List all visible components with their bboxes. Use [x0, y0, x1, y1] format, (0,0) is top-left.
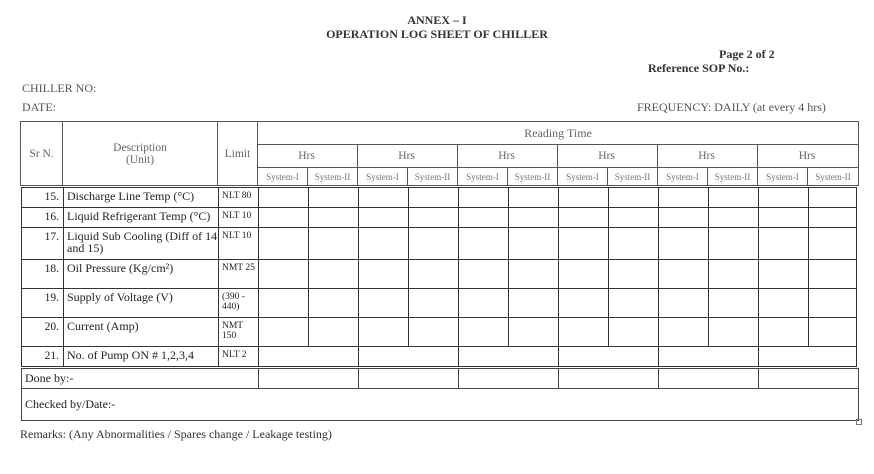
- reading-cell[interactable]: [609, 260, 659, 289]
- system-2-label: System-II: [408, 168, 458, 186]
- reading-cell[interactable]: [259, 289, 309, 318]
- system-2-label: System-II: [308, 168, 358, 186]
- reading-cell[interactable]: [309, 318, 359, 347]
- reading-cell[interactable]: [759, 318, 809, 347]
- reading-cell[interactable]: [259, 208, 309, 228]
- limit-header: Limit: [218, 122, 258, 186]
- reading-cell[interactable]: [609, 188, 659, 208]
- row-number: 19.: [22, 289, 64, 318]
- reading-cell[interactable]: [759, 260, 809, 289]
- frequency-label: FREQUENCY: DAILY (at every 4 hrs): [637, 100, 826, 114]
- reading-cell[interactable]: [509, 260, 559, 289]
- document-title: OPERATION LOG SHEET OF CHILLER: [326, 27, 548, 41]
- hrs-slot-4: Hrs: [558, 145, 658, 168]
- reading-cell[interactable]: [709, 260, 759, 289]
- row-limit: NLT 10: [219, 228, 259, 260]
- table-row: [22, 289, 857, 318]
- done-by-cell[interactable]: [459, 369, 559, 389]
- reading-cell[interactable]: [309, 188, 359, 208]
- reading-cell[interactable]: [409, 289, 459, 318]
- row-limit: NMT 25: [219, 260, 259, 289]
- description-label: Description: [113, 141, 167, 154]
- reading-cell[interactable]: [659, 260, 709, 289]
- reading-cell[interactable]: [659, 208, 709, 228]
- reading-cell[interactable]: [459, 347, 559, 367]
- reading-cell[interactable]: [359, 347, 459, 367]
- reading-cell[interactable]: [709, 289, 759, 318]
- reading-cell[interactable]: [409, 260, 459, 289]
- reading-cell[interactable]: [659, 228, 709, 260]
- reading-cell[interactable]: [809, 208, 857, 228]
- reading-cell[interactable]: [459, 208, 509, 228]
- reading-cell[interactable]: [309, 260, 359, 289]
- reading-cell[interactable]: [809, 228, 857, 260]
- row-description: Discharge Line Temp (°C): [64, 188, 219, 208]
- reading-cell[interactable]: [359, 318, 409, 347]
- log-table-body: [21, 187, 857, 367]
- done-by-cell[interactable]: [759, 369, 859, 389]
- table-row: [22, 208, 857, 228]
- reading-cell[interactable]: [559, 208, 609, 228]
- system-1-label: System-I: [658, 168, 708, 186]
- reading-cell[interactable]: [709, 318, 759, 347]
- reading-cell[interactable]: [359, 260, 409, 289]
- reading-cell[interactable]: [359, 208, 409, 228]
- done-by-cell[interactable]: [559, 369, 659, 389]
- table-row: [22, 347, 857, 367]
- row-number: 15.: [22, 188, 64, 208]
- reading-cell[interactable]: [809, 188, 857, 208]
- table-row: [22, 260, 857, 289]
- row-description: No. of Pump ON # 1,2,3,4: [64, 347, 219, 367]
- reading-cell[interactable]: [659, 347, 759, 367]
- row-description: Oil Pressure (Kg/cm²): [64, 260, 219, 289]
- reading-cell[interactable]: [459, 318, 509, 347]
- hrs-slot-3: Hrs: [458, 145, 558, 168]
- reading-cell[interactable]: [709, 228, 759, 260]
- sr-header: Sr N.: [21, 122, 63, 186]
- reading-cell[interactable]: [809, 260, 857, 289]
- system-1-label: System-I: [558, 168, 608, 186]
- reading-cell[interactable]: [659, 188, 709, 208]
- reading-cell[interactable]: [509, 208, 559, 228]
- system-1-label: System-I: [758, 168, 808, 186]
- table-row: [22, 188, 857, 208]
- row-limit: NLT 80: [219, 188, 259, 208]
- reading-cell[interactable]: [559, 347, 659, 367]
- reading-cell[interactable]: [509, 188, 559, 208]
- table-resize-handle[interactable]: [856, 419, 862, 425]
- reading-cell[interactable]: [759, 347, 857, 367]
- reading-cell[interactable]: [459, 228, 509, 260]
- row-number: 16.: [22, 208, 64, 228]
- reading-cell[interactable]: [809, 289, 857, 318]
- system-1-label: System-I: [258, 168, 308, 186]
- row-number: 18.: [22, 260, 64, 289]
- table-row: [22, 228, 857, 260]
- reading-cell[interactable]: [409, 208, 459, 228]
- hrs-slot-2: Hrs: [358, 145, 458, 168]
- reading-cell[interactable]: [759, 208, 809, 228]
- log-table-header: [20, 121, 859, 186]
- log-table-footer: [21, 368, 859, 421]
- done-by-cell[interactable]: [659, 369, 759, 389]
- reading-cell[interactable]: [709, 188, 759, 208]
- reading-cell[interactable]: [609, 208, 659, 228]
- reading-cell[interactable]: [509, 318, 559, 347]
- reading-cell[interactable]: [409, 188, 459, 208]
- reading-cell[interactable]: [259, 318, 309, 347]
- system-2-label: System-II: [508, 168, 558, 186]
- row-description: Liquid Sub Cooling (Diff of 14 and 15): [64, 228, 219, 260]
- reading-cell[interactable]: [709, 208, 759, 228]
- reading-cell[interactable]: [809, 318, 857, 347]
- reading-cell[interactable]: [359, 289, 409, 318]
- chiller-no-label: CHILLER NO:: [22, 81, 97, 95]
- reference-sop: Reference SOP No.:: [648, 61, 750, 75]
- row-limit: (390 - 440): [219, 289, 259, 318]
- row-limit: NLT 10: [219, 208, 259, 228]
- reading-cell[interactable]: [459, 260, 509, 289]
- reading-cell[interactable]: [259, 228, 309, 260]
- page-number: Page 2 of 2: [719, 47, 775, 61]
- reading-cell[interactable]: [309, 228, 359, 260]
- done-by-cell[interactable]: [359, 369, 459, 389]
- table-row: [22, 318, 857, 347]
- system-2-label: System-II: [608, 168, 658, 186]
- system-1-label: System-I: [458, 168, 508, 186]
- reading-cell[interactable]: [359, 188, 409, 208]
- reading-cell[interactable]: [259, 347, 359, 367]
- reading-cell[interactable]: [559, 318, 609, 347]
- done-by-cell[interactable]: [259, 369, 359, 389]
- reading-cell[interactable]: [259, 260, 309, 289]
- done-by-label: Done by:-: [22, 369, 259, 389]
- hrs-slot-6: Hrs: [758, 145, 859, 168]
- reading-cell[interactable]: [609, 228, 659, 260]
- checked-by-label: Checked by/Date:-: [22, 389, 859, 421]
- reading-cell[interactable]: [409, 318, 459, 347]
- description-header: [63, 122, 218, 186]
- reading-time-header: Reading Time: [258, 122, 859, 145]
- reading-cell[interactable]: [609, 289, 659, 318]
- reading-cell[interactable]: [259, 188, 309, 208]
- reading-cell[interactable]: [659, 318, 709, 347]
- reading-cell[interactable]: [309, 289, 359, 318]
- remarks-text: Remarks: (Any Abnormalities / Spares change / Leakage testing): [20, 427, 332, 441]
- reading-cell[interactable]: [459, 188, 509, 208]
- reading-cell[interactable]: [559, 188, 609, 208]
- reading-cell[interactable]: [759, 188, 809, 208]
- reading-cell[interactable]: [659, 289, 709, 318]
- reading-cell[interactable]: [559, 228, 609, 260]
- row-description: Supply of Voltage (V): [64, 289, 219, 318]
- reading-cell[interactable]: [559, 289, 609, 318]
- reading-cell[interactable]: [509, 289, 559, 318]
- row-number: 20.: [22, 318, 64, 347]
- row-description: Current (Amp): [64, 318, 219, 347]
- unit-label: (Unit): [125, 153, 155, 166]
- date-label: DATE:: [22, 100, 56, 114]
- system-1-label: System-I: [358, 168, 408, 186]
- hrs-slot-5: Hrs: [658, 145, 758, 168]
- annex-title: ANNEX – I: [407, 13, 467, 27]
- row-number: 21.: [22, 347, 64, 367]
- reading-cell[interactable]: [409, 228, 459, 260]
- row-description: Liquid Refrigerant Temp (°C): [64, 208, 219, 228]
- reading-cell[interactable]: [759, 228, 809, 260]
- reading-cell[interactable]: [759, 289, 809, 318]
- system-2-label: System-II: [708, 168, 758, 186]
- row-limit: NLT 2: [219, 347, 259, 367]
- reading-cell[interactable]: [359, 228, 409, 260]
- reading-cell[interactable]: [509, 228, 559, 260]
- reading-cell[interactable]: [309, 208, 359, 228]
- row-number: 17.: [22, 228, 64, 260]
- reading-cell[interactable]: [609, 318, 659, 347]
- reading-cell[interactable]: [559, 260, 609, 289]
- row-limit: NMT 150: [219, 318, 259, 347]
- system-2-label: System-II: [808, 168, 859, 186]
- hrs-slot-1: Hrs: [258, 145, 358, 168]
- reading-cell[interactable]: [459, 289, 509, 318]
